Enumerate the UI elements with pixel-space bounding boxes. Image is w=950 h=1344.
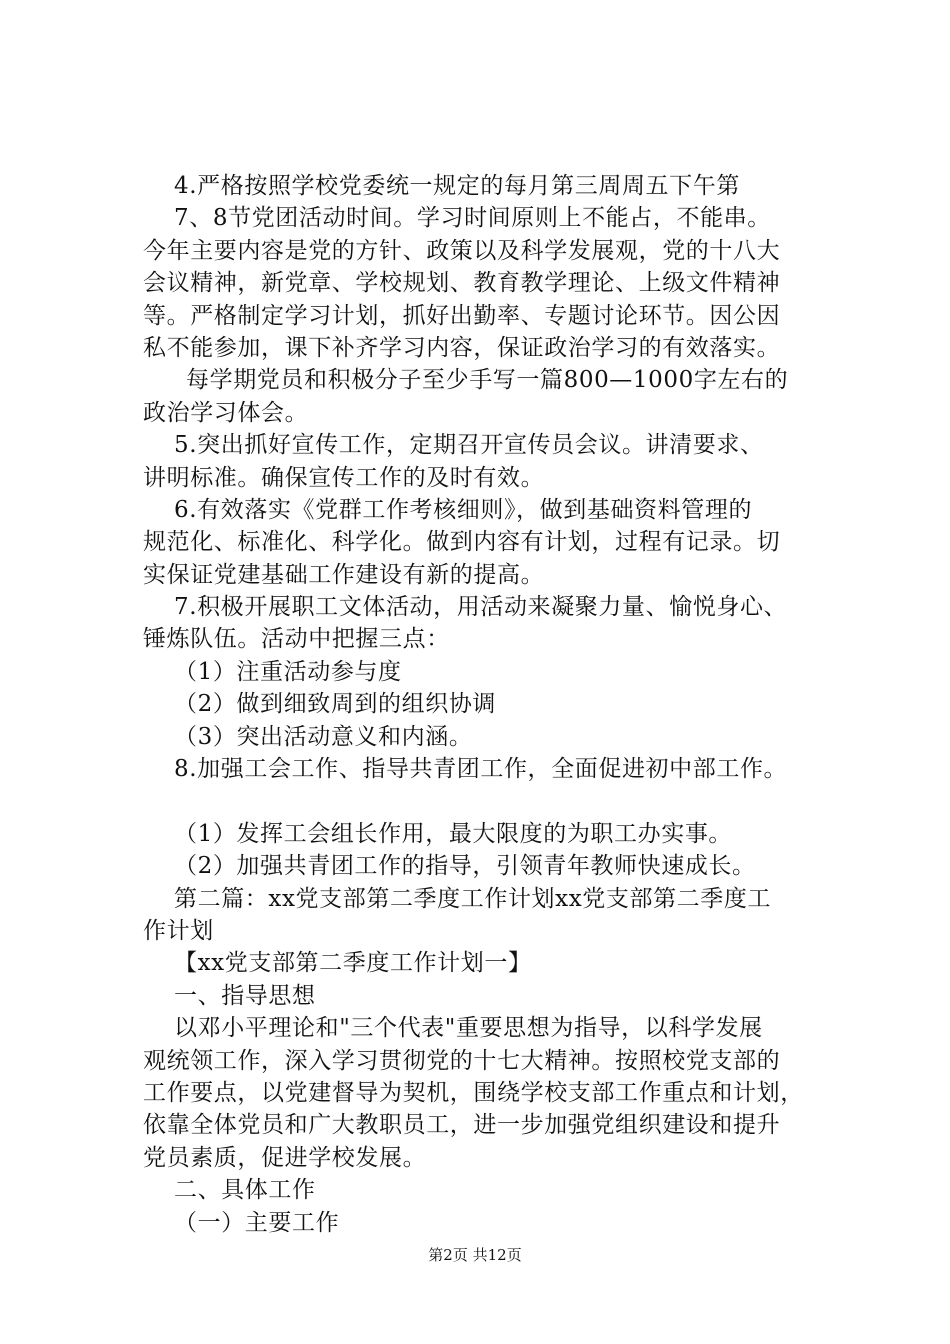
page-footer: 第2页 共12页 [428, 1246, 522, 1264]
text-line: 锤炼队伍。活动中把握三点： [143, 626, 450, 653]
text-line [143, 785, 863, 817]
text-line: 党员素质，促进学校发展。 [143, 1144, 427, 1171]
text-line: 实保证党建基础工作建设有新的提高。 [143, 561, 545, 588]
text-line: 7.积极开展职工文体活动，用活动来凝聚力量、愉悦身心、 [174, 594, 788, 621]
text-line: 规范化、标准化、科学化。做到内容有计划，过程有记录。切 [143, 529, 781, 556]
text-line: （1）发挥工会组长作用，最大限度的为职工办实事。 [174, 820, 733, 847]
text-line: 5.突出抓好宣传工作，定期召开宣传员会议。讲清要求、 [174, 432, 764, 459]
text-line: 【xx党支部第二季度工作计划一】 [174, 950, 532, 977]
text-line: 讲明标准。确保宣传工作的及时有效。 [143, 464, 545, 491]
text-line: 8.加强工会工作、指导共青团工作，全面促进初中部工作。 [174, 756, 788, 783]
text-line: 7、8节党团活动时间。学习时间原则上不能占，不能串。 [174, 205, 771, 232]
text-line: 会议精神，新党章、学校规划、教育教学理论、上级文件精神 [143, 270, 781, 297]
document-body [143, 170, 863, 1239]
text-line: （3）突出活动意义和内涵。 [174, 723, 473, 750]
text-line: 今年主要内容是党的方针、政策以及科学发展观，党的十八大 [143, 237, 781, 264]
text-line: 政治学习体会。 [143, 399, 309, 426]
text-line: （2）加强共青团工作的指导，引领青年教师快速成长。 [174, 853, 756, 880]
text-line: 观统领工作，深入学习贯彻党的十七大精神。按照校党支部的 [143, 1047, 781, 1074]
text-line: 以邓小平理论和"三个代表"重要思想为指导，以科学发展 [174, 1015, 763, 1042]
text-line: 二、具体工作 [174, 1177, 316, 1204]
text-line: 私不能参加，课下补齐学习内容，保证政治学习的有效落实。 [143, 334, 781, 361]
text-line: 4.严格按照学校党委统一规定的每月第三周周五下午第 [174, 173, 740, 199]
text-line: 依靠全体党员和广大教职员工，进一步加强党组织建设和提升 [143, 1112, 781, 1139]
text-line: 作计划 [143, 917, 214, 944]
text-line: 等。严格制定学习计划，抓好出勤率、专题讨论环节。因公因 [143, 302, 781, 329]
text-line: 6.有效落实《党群工作考核细则》，做到基础资料管理的 [174, 496, 753, 523]
text-line: 每学期党员和积极分子至少手写一篇800—1000字左右的 [186, 367, 789, 394]
text-line: （2）做到细致周到的组织协调 [174, 691, 497, 718]
text-line: （一）主要工作 [174, 1209, 340, 1236]
text-line: （1）注重活动参与度 [174, 658, 402, 685]
text-line: 工作要点，以党建督导为契机，围绕学校支部工作重点和计划， [143, 1079, 804, 1106]
text-line: 第二篇：xx党支部第二季度工作计划xx党支部第二季度工 [174, 885, 772, 912]
text-line: 一、指导思想 [174, 982, 316, 1009]
